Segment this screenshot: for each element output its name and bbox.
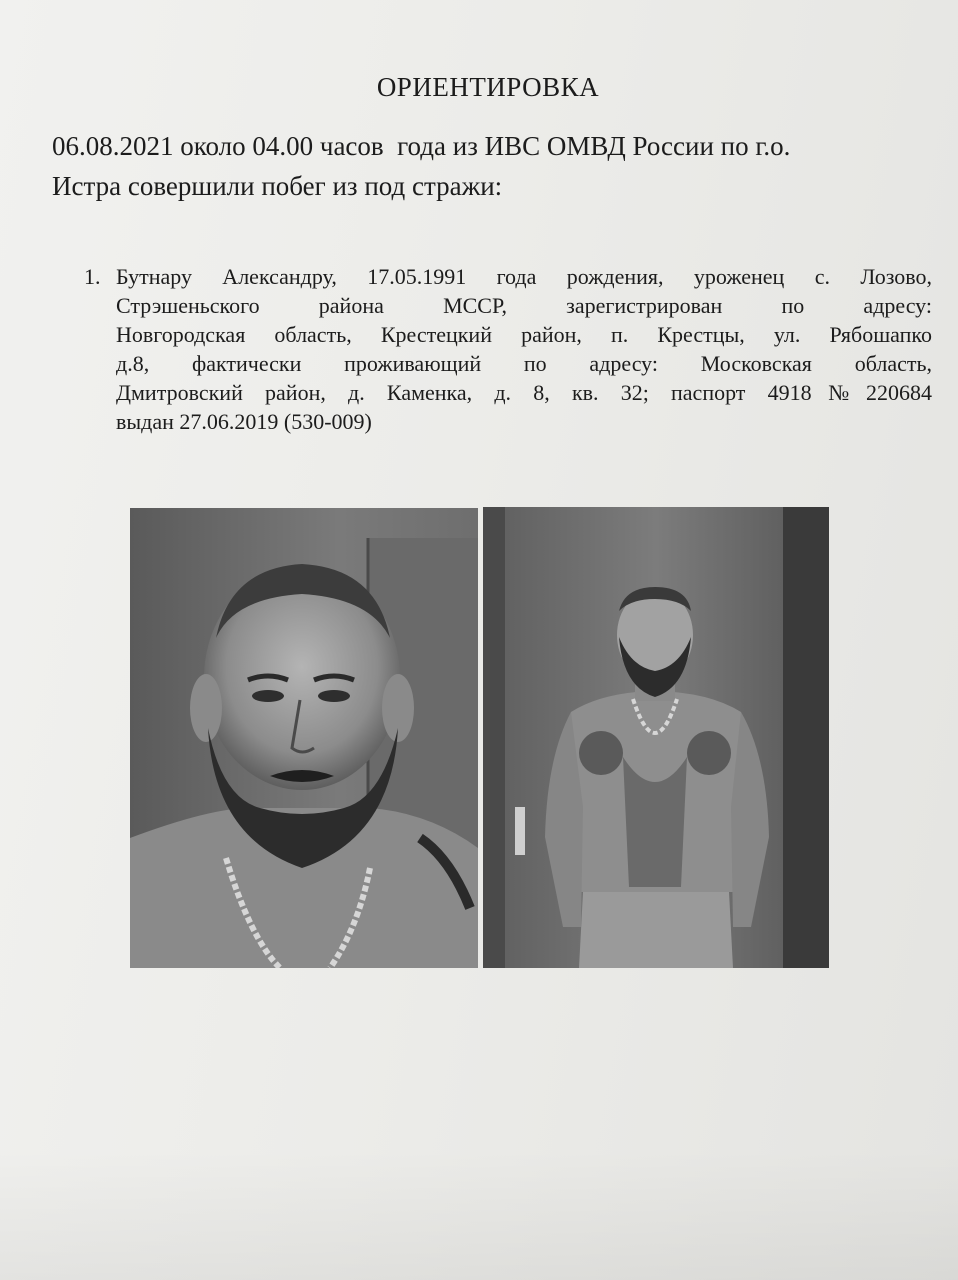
item-text-line: выдан 27.06.2019 (530-009) [116, 409, 372, 434]
intro-paragraph [52, 126, 912, 206]
portrait-fullbody-image [483, 507, 829, 968]
portrait-closeup-image [130, 508, 478, 968]
intro-line: 06.08.2021 около 04.00 часов года из ИВС ОМВД России по г.о. [52, 131, 791, 161]
photo-shadow-overlay [0, 1150, 958, 1280]
intro-line: Истра совершили побег из под стражи: [52, 171, 503, 201]
item-text-line: Стрэшеньского района МССР, зарегистрирован по адресу: [116, 293, 932, 318]
portrait-photo-fullbody [483, 507, 829, 968]
item-number: 1. [84, 264, 101, 289]
item-text-line: д.8, фактически проживающий по адресу: Московская область, [116, 351, 932, 376]
item-text-line: Новгородская область, Крестецкий район, п. Крестцы, ул. Рябошапко [116, 322, 932, 347]
fugitive-list [84, 262, 932, 436]
item-text-line: Бутнару Александру, 17.05.1991 года рождения, уроженец с. Лозово, [116, 264, 932, 289]
item-text-line: Дмитровский район, д. Каменка, д. 8, кв. 32; паспорт 4918№220684 [116, 380, 932, 405]
list-item [84, 262, 932, 436]
portrait-photo-closeup [130, 508, 478, 968]
document-title: ОРИЕНТИРОВКА [376, 72, 600, 102]
